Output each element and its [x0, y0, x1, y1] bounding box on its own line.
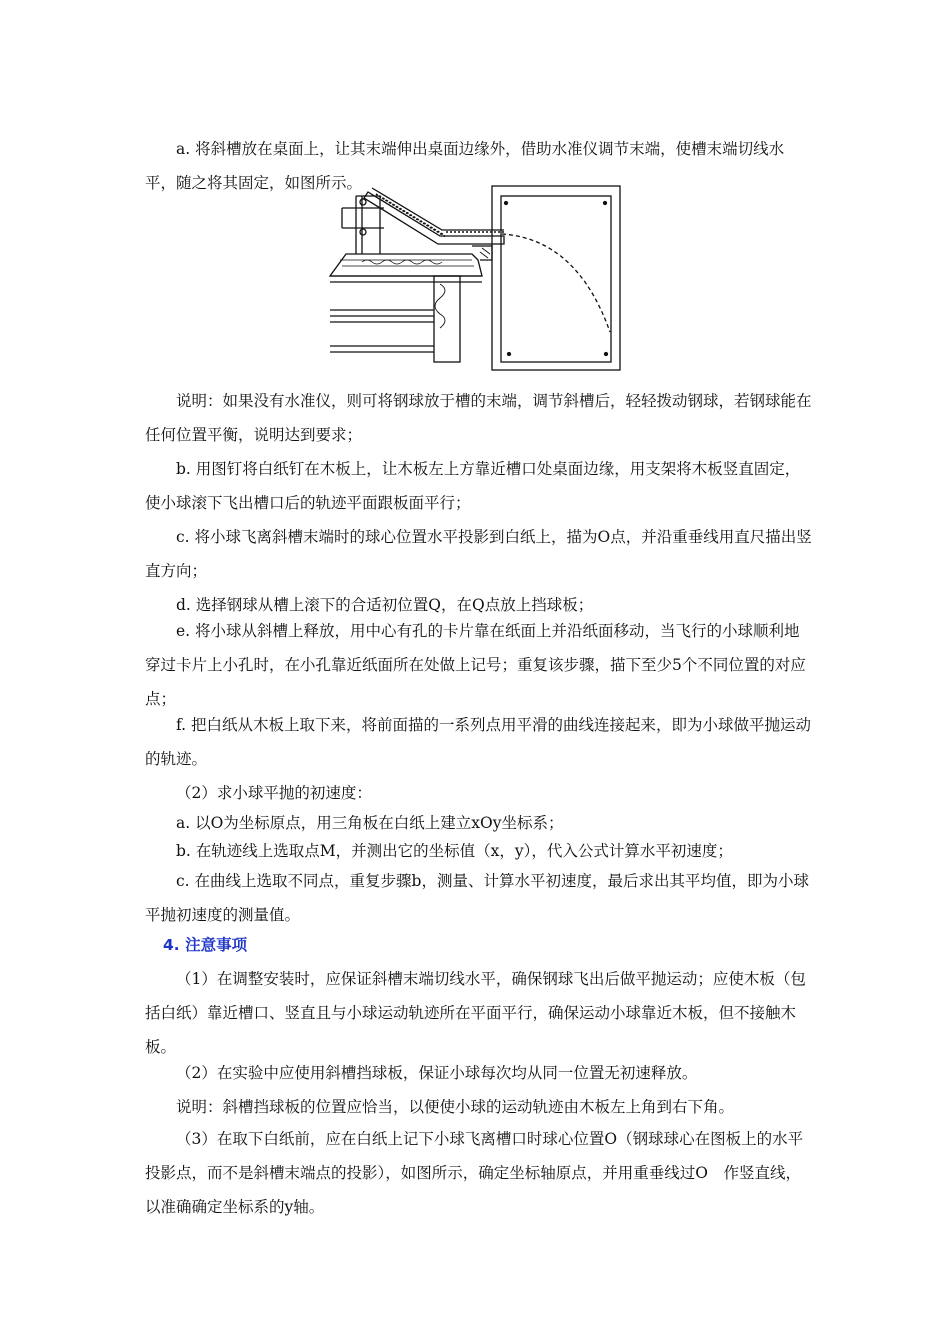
precaution-2-text: （2）在实验中应使用斜槽挡球板，保证小球每次均从同一位置无初速释放。 [176, 1064, 698, 1082]
step-f-paragraph [145, 708, 815, 776]
step-2c-text: c. 在曲线上选取不同点，重复步骤b，测量、计算水平初速度，最后求出其平均值，即为小球平抛初速度的测量值。 [145, 872, 809, 924]
precaution-1-paragraph [145, 962, 815, 1064]
step-e-paragraph [145, 614, 815, 716]
precaution-1-text: （1）在调整安装时，应保证斜槽末端切线水平，确保钢球飞出后做平抛运动；应使木板（包括白纸）靠近槽口、竖直且与小球运动轨迹所在平面平行，确保运动小球靠近木板，但不接触木板。 [145, 970, 806, 1056]
trajectory-curve [502, 234, 610, 332]
step-f-text: f. 把白纸从木板上取下来，将前面描的一系列点用平滑的曲线连接起来，即为小球做平抛运动的轨迹。 [145, 716, 812, 768]
pin-top-left [505, 202, 508, 205]
pin-bottom-right [605, 353, 608, 356]
precaution-3-paragraph [145, 1122, 815, 1224]
pin-bottom-left [508, 353, 511, 356]
step-2b-paragraph [145, 834, 815, 868]
section-2-text: （2）求小球平抛的初速度： [176, 784, 372, 802]
note-2-text: 说明：斜槽挡球板的位置应恰当，以便使小球的运动轨迹由木板左上角到右下角。 [176, 1098, 735, 1116]
step-2b-text: b. 在轨迹线上选取点M，并测出它的坐标值（x，y），代入公式计算水平初速度； [176, 842, 733, 860]
board-inner [501, 196, 611, 362]
step-a-text: a. 将斜槽放在桌面上，让其末端伸出桌面边缘外，借助水准仪调节末端，使槽末端切线水平，随之将其固定，如图所示。 [145, 140, 785, 192]
section-heading-precautions: 4. 注意事项 [163, 936, 248, 954]
pin-top-right [604, 202, 607, 205]
step-b-text: b. 用图钉将白纸钉在木板上，让木板左上方靠近槽口处桌面边缘，用支架将木板竖直固定，使小球滚下飞出槽口后的轨迹平面跟板面平行； [145, 460, 801, 512]
step-c-text: c. 将小球飞离斜槽末端时的球心位置水平投影到白纸上，描为O点，并沿重垂线用直尺描出竖直方向； [145, 528, 812, 580]
apparatus-figure [322, 184, 624, 374]
precaution-3-text: （3）在取下白纸前，应在白纸上记下小球飞离槽口时球心位置O（钢球球心在图板上的水平投影点，而不是斜槽末端点的投影），如图所示，确定坐标轴原点，并用重垂线过O 作竖直线，以准确确定坐标系的y轴。 [145, 1130, 804, 1216]
step-e-text: e. 将小球从斜槽上释放，用中心有孔的卡片靠在纸面上并沿纸面移动，当飞行的小球顺利地穿过卡片上小孔时，在小孔靠近纸面所在处做上记号；重复该步骤，描下至少5个不同位置的对应点； [145, 622, 806, 708]
step-2c-paragraph [145, 864, 815, 932]
table-top [330, 254, 482, 276]
note-1-text: 说明：如果没有水准仪，则可将钢球放于槽的末端，调节斜槽后，轻轻拨动钢球，若钢球能在任何位置平衡，说明达到要求； [145, 392, 812, 444]
table-leg [434, 276, 460, 362]
board-outer [492, 186, 620, 370]
note-2-paragraph [145, 1090, 815, 1124]
chute [364, 192, 504, 244]
step-c-paragraph [145, 520, 815, 588]
step-d-text: d. 选择钢球从槽上滚下的合适初位置Q，在Q点放上挡球板； [176, 596, 594, 614]
section-2-paragraph [145, 776, 815, 810]
step-2a-text: a. 以O为坐标原点，用三角板在白纸上建立xOy坐标系； [176, 814, 564, 832]
step-b-paragraph [145, 452, 815, 520]
precaution-2-paragraph [145, 1056, 815, 1090]
note-1-paragraph [145, 384, 815, 452]
